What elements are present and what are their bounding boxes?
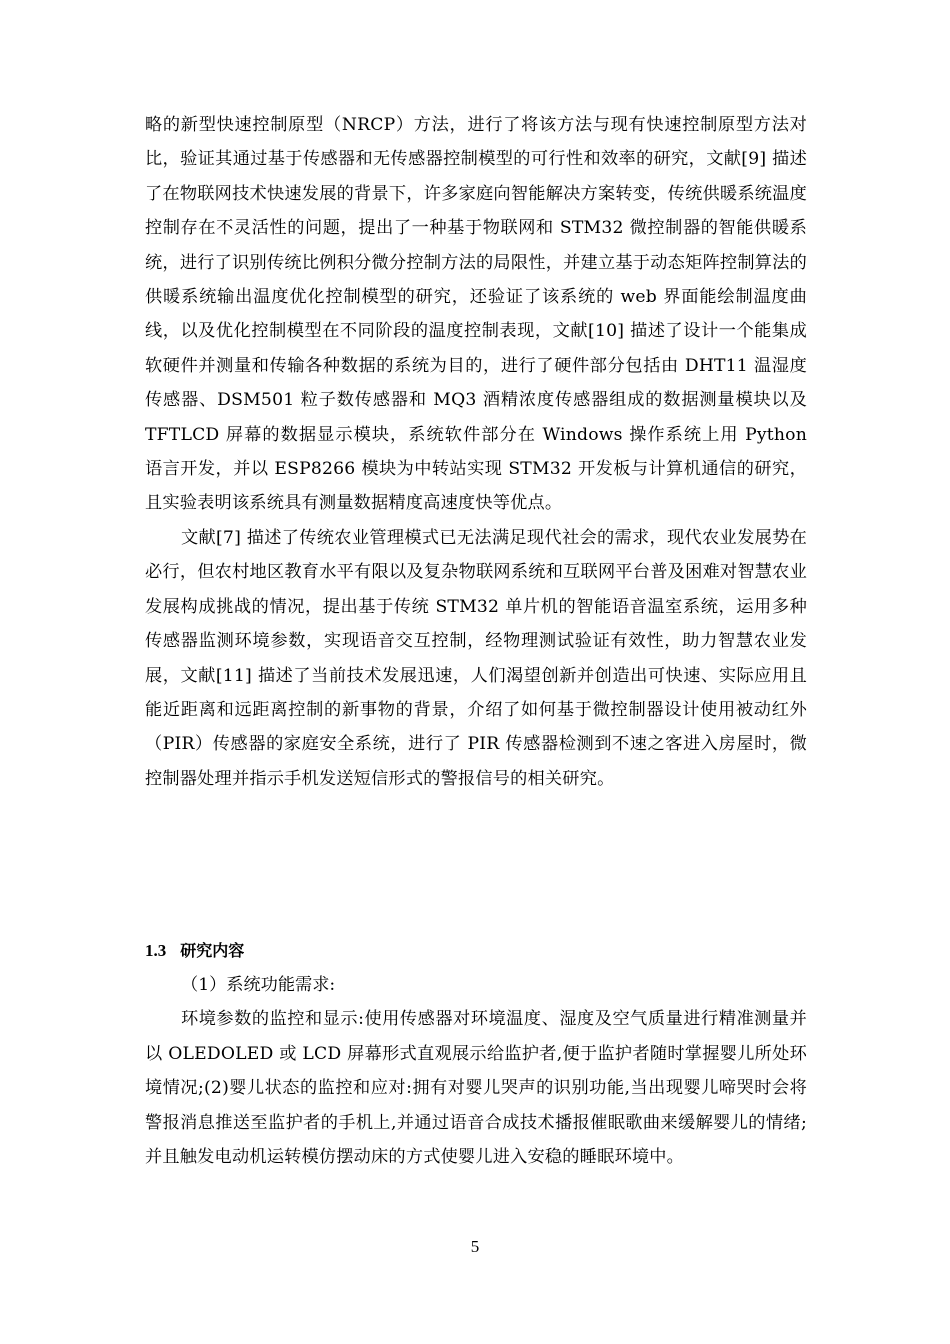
section-title: 研究内容 — [180, 941, 245, 960]
section-content — [145, 968, 807, 1174]
section-heading — [145, 934, 244, 968]
subheading-system-requirements: （1）系统功能需求: — [181, 975, 336, 995]
section-number: 1.3 — [145, 941, 167, 960]
paragraph-literature-review-2: 文献[7] 描述了传统农业管理模式已无法满足现代社会的需求，现代农业发展势在必行，但农村地区教育水平有限以及复杂物联网系统和互联网平台普及困难对智慧农业发展构成挑战的情况，提出基于传统 STM32 单片机的智能语音温室系统，运用多种传感器监测环境参数，实现语音交互控制，经物理测试验证有效性，助力智慧农业发展，文献[11] 描述了当前技术发展迅速，人们渴望创新并创造出可快速、实际应用且能近距离和远距离控制的新事物的背景，介绍了如何基于微控制器设计使用被动红外（PIR）传感器的家庭安全系统，进行了 PIR 传感器检测到不速之客进入房屋时，微控制器处理并指示手机发送短信形式的警报信号的相关研究。 — [145, 527, 807, 789]
page-number: 5 — [470, 1237, 480, 1256]
paragraph-requirements: 环境参数的监控和显示:使用传感器对环境温度、湿度及空气质量进行精准测量并以 OLEDOLED 或 LCD 屏幕形式直观展示给监护者,便于监护者随时掌握婴儿所处环境情况;(2)婴儿状态的监控和应对:拥有对婴儿哭声的识别功能,当出现婴儿啼哭时会将警报消息推送至监护者的手机上,并通过语音合成技术播报催眠歌曲来缓解婴儿的情绪;并且触发电动机运转模仿摆动床的方式使婴儿进入安稳的睡眠环境中。 — [145, 1009, 807, 1168]
body-text — [145, 108, 807, 796]
paragraph-literature-review-1: 略的新型快速控制原型（NRCP）方法，进行了将该方法与现有快速控制原型方法对比，验证其通过基于传感器和无传感器控制模型的可行性和效率的研究，文献[9] 描述了在物联网技术快速发展的背景下，许多家庭向智能解决方案转变，传统供暖系统温度控制存在不灵活性的问题，提出了一种基于物联网和 STM32 微控制器的智能供暖系统，进行了识别传统比例积分微分控制方法的局限性，并建立基于动态矩阵控制算法的供暖系统输出温度优化控制模型的研究，还验证了该系统的 web 界面能绘制温度曲线，以及优化控制模型在不同阶段的温度控制表现，文献[10] 描述了设计一个能集成软硬件并测量和传输各种数据的系统为目的，进行了硬件部分包括由 DHT11 温湿度传感器、DSM501 粒子数传感器和 MQ3 酒精浓度传感器组成的数据测量模块以及 TFTLCD 屏幕的数据显示模块，系统软件部分在 Windows 操作系统上用 Python 语言开发，并以 ESP8266 模块为中转站实现 STM32 开发板与计算机通信的研究，且实验表明该系统具有测量数据精度高速度快等优点。 — [145, 115, 807, 514]
